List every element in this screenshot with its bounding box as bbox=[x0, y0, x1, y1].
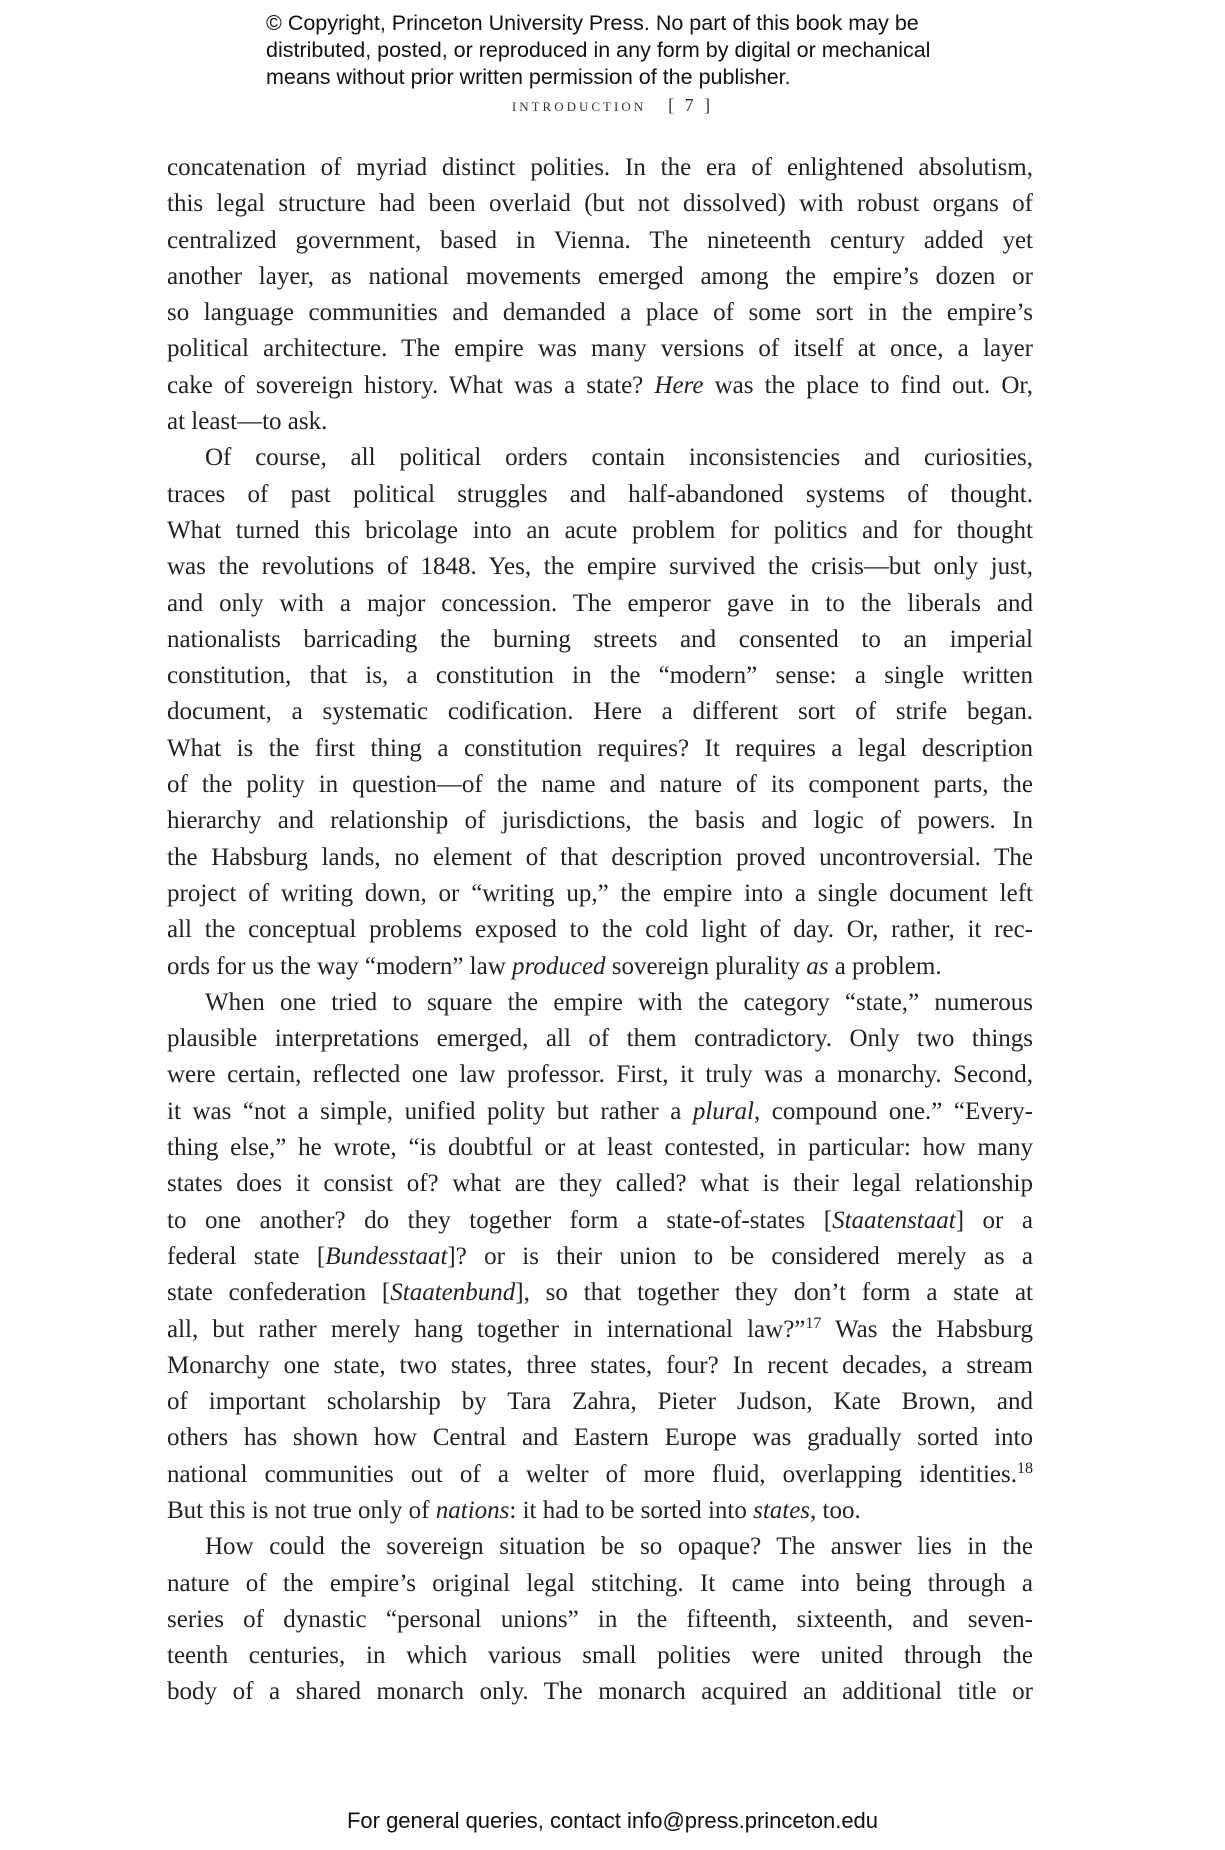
text-line bbox=[167, 767, 1033, 803]
text-run: centralized government, based in Vienna. The nineteenth century added yet bbox=[167, 226, 1033, 254]
italic-text: states bbox=[753, 1496, 811, 1524]
italic-text: Bundesstaat bbox=[325, 1242, 448, 1270]
text-run: Was the Habsburg bbox=[821, 1315, 1033, 1343]
text-line bbox=[167, 1312, 1033, 1348]
italic-text: plural bbox=[692, 1097, 754, 1125]
text-run: traces of past political struggles and half-abandoned systems of thought. bbox=[167, 480, 1033, 508]
text-run: cake of sovereign history. What was a state? bbox=[167, 371, 655, 399]
italic-text: as bbox=[806, 952, 829, 980]
text-run: What turned this bricolage into an acute problem for politics and for thought bbox=[167, 516, 1033, 544]
text-run: sovereign plurality bbox=[605, 952, 807, 980]
text-run: plausible interpretations emerged, all of them contradictory. Only two things bbox=[167, 1025, 1033, 1053]
text-line bbox=[167, 368, 1033, 404]
italic-text: produced bbox=[512, 952, 606, 980]
text-line bbox=[167, 1057, 1033, 1093]
text-run: Of course, all political orders contain inconsistencies and curiosities, bbox=[205, 444, 1033, 472]
text-line bbox=[167, 1094, 1033, 1130]
text-run: hierarchy and relationship of jurisdictions, the basis and logic of powers. In bbox=[167, 807, 1033, 835]
text-line bbox=[167, 331, 1033, 367]
copyright-line: means without prior written permission of the publisher. bbox=[266, 65, 791, 89]
text-line bbox=[167, 876, 1033, 912]
text-line bbox=[167, 1130, 1033, 1166]
text-run: so language communities and demanded a place of some sort in the empire’s bbox=[167, 299, 1033, 327]
text-run: ] or a bbox=[955, 1206, 1033, 1234]
text-run: all the conceptual problems exposed to the cold light of day. Or, rather, it rec- bbox=[167, 916, 1033, 944]
paragraph bbox=[167, 440, 1033, 984]
text-run: series of dynastic “personal unions” in the fifteenth, sixteenth, and seven- bbox=[167, 1605, 1033, 1633]
text-line bbox=[167, 477, 1033, 513]
text-run: another layer, as national movements emerged among the empire’s dozen or bbox=[167, 262, 1033, 290]
text-run: project of writing down, or “writing up,” the empire into a single document left bbox=[167, 879, 1033, 907]
text-run: to one another? do they together form a state-of-states [ bbox=[167, 1206, 833, 1234]
text-run: constitution, that is, a constitution in the “modern” sense: a single written bbox=[167, 662, 1033, 690]
copyright-line: distributed, posted, or reproduced in any form by digital or mechanical bbox=[266, 38, 931, 62]
text-run: others has shown how Central and Eastern Europe was gradually sorted into bbox=[167, 1424, 1033, 1452]
text-run: document, a systematic codification. Here a different sort of strife began. bbox=[167, 698, 1033, 726]
copyright-notice bbox=[266, 10, 1026, 91]
text-run: of important scholarship by Tara Zahra, Pieter Judson, Kate Brown, and bbox=[167, 1388, 1033, 1416]
text-run: How could the sovereign situation be so opaque? The answer lies in the bbox=[205, 1533, 1033, 1561]
text-run: ], so that together they don’t form a state at bbox=[515, 1279, 1033, 1307]
text-line bbox=[167, 1420, 1033, 1456]
italic-text: Staatenstaat bbox=[832, 1206, 956, 1234]
text-line bbox=[167, 223, 1033, 259]
copyright-line: © Copyright, Princeton University Press. No part of this book may be bbox=[266, 11, 919, 35]
text-run: teenth centuries, in which various small polities were united through the bbox=[167, 1642, 1033, 1670]
text-line bbox=[167, 840, 1033, 876]
text-run: When one tried to square the empire with the category “state,” numerous bbox=[205, 988, 1033, 1016]
text-line bbox=[167, 549, 1033, 585]
paragraph bbox=[167, 1529, 1033, 1710]
italic-text: nations bbox=[435, 1496, 510, 1524]
text-line bbox=[167, 985, 1033, 1021]
italic-text: Staatenbund bbox=[390, 1279, 516, 1307]
footer-contact: For general queries, contact info@press.princeton.edu bbox=[346, 1808, 879, 1833]
text-line bbox=[167, 658, 1033, 694]
text-run: and only with a major concession. The emperor gave in to the liberals and bbox=[167, 589, 1033, 617]
text-line bbox=[167, 586, 1033, 622]
text-run: was the place to find out. Or, bbox=[703, 371, 1033, 399]
text-line bbox=[167, 1275, 1033, 1311]
text-line bbox=[167, 513, 1033, 549]
text-line bbox=[167, 1384, 1033, 1420]
text-run: Monarchy one state, two states, three states, four? In recent decades, a stream bbox=[167, 1351, 1033, 1379]
text-line bbox=[167, 150, 1033, 186]
body-text bbox=[167, 150, 1033, 1711]
text-run: ]? or is their union to be considered merely as a bbox=[447, 1242, 1034, 1270]
running-head-title: introduction bbox=[511, 95, 647, 115]
text-run: state confederation [ bbox=[167, 1279, 391, 1307]
text-run: nationalists barricading the burning streets and consented to an imperial bbox=[167, 625, 1033, 653]
text-line bbox=[167, 404, 1033, 440]
text-line bbox=[167, 622, 1033, 658]
text-run: states does it consist of? what are they called? what is their legal relationship bbox=[167, 1170, 1033, 1198]
text-line bbox=[167, 1493, 1033, 1529]
text-run: But this is not true only of bbox=[167, 1496, 436, 1524]
text-run: , compound one.” “Every- bbox=[753, 1097, 1033, 1125]
page-number: [ 7 ] bbox=[668, 95, 714, 115]
text-line bbox=[167, 1566, 1033, 1602]
text-run: national communities out of a welter of more fluid, overlapping identities. bbox=[167, 1460, 1017, 1488]
text-line bbox=[167, 295, 1033, 331]
paragraph bbox=[167, 985, 1033, 1529]
text-line bbox=[167, 1203, 1033, 1239]
text-run: it was “not a simple, unified polity but rather a bbox=[167, 1097, 693, 1125]
text-line bbox=[167, 1348, 1033, 1384]
text-line bbox=[167, 440, 1033, 476]
text-run: political architecture. The empire was many versions of itself at once, a layer bbox=[167, 335, 1033, 363]
text-run: at least—to ask. bbox=[167, 408, 328, 436]
text-run: What is the first thing a constitution requires? It requires a legal description bbox=[167, 734, 1033, 762]
text-run: the Habsburg lands, no element of that description proved uncontroversial. The bbox=[167, 843, 1033, 871]
text-line bbox=[167, 1457, 1033, 1493]
text-line bbox=[167, 1021, 1033, 1057]
text-line bbox=[167, 1166, 1033, 1202]
text-line bbox=[167, 1638, 1033, 1674]
text-run: thing else,” he wrote, “is doubtful or at least contested, in particular: how many bbox=[167, 1134, 1033, 1162]
text-run: body of a shared monarch only. The monarch acquired an additional title or bbox=[167, 1678, 1033, 1706]
text-line bbox=[167, 1239, 1033, 1275]
text-run: of the polity in question—of the name and nature of its component parts, the bbox=[167, 771, 1033, 799]
text-line bbox=[167, 1674, 1033, 1710]
text-run: nature of the empire’s original legal stitching. It came into being through a bbox=[167, 1569, 1033, 1597]
italic-text: Here bbox=[654, 371, 704, 399]
text-run: this legal structure had been overlaid (but not dissolved) with robust organs of bbox=[167, 190, 1033, 218]
text-run: concatenation of myriad distinct polities. In the era of enlightened absolutism, bbox=[167, 154, 1033, 181]
paragraph bbox=[167, 150, 1033, 440]
text-line bbox=[167, 186, 1033, 222]
text-run: a problem. bbox=[828, 952, 942, 980]
text-line bbox=[167, 803, 1033, 839]
text-run: : it had to be sorted into bbox=[509, 1496, 754, 1524]
footnote-ref: 17 bbox=[805, 1314, 822, 1332]
footnote-ref: 18 bbox=[1017, 1459, 1033, 1477]
text-run: , too. bbox=[810, 1496, 861, 1524]
text-line bbox=[167, 1602, 1033, 1638]
text-line bbox=[167, 694, 1033, 730]
running-head bbox=[0, 95, 1225, 116]
text-run: was the revolutions of 1848. Yes, the empire survived the crisis—but only just, bbox=[167, 553, 1033, 581]
text-line bbox=[167, 912, 1033, 948]
text-run: federal state [ bbox=[167, 1242, 326, 1270]
text-line bbox=[167, 949, 1033, 985]
text-run: were certain, reflected one law professor. First, it truly was a monarchy. Second, bbox=[167, 1061, 1033, 1089]
text-run: ords for us the way “modern” law bbox=[167, 952, 513, 980]
text-line bbox=[167, 259, 1033, 295]
text-line bbox=[167, 731, 1033, 767]
text-run: all, but rather merely hang together in international law?” bbox=[167, 1315, 806, 1343]
text-line bbox=[167, 1529, 1033, 1565]
